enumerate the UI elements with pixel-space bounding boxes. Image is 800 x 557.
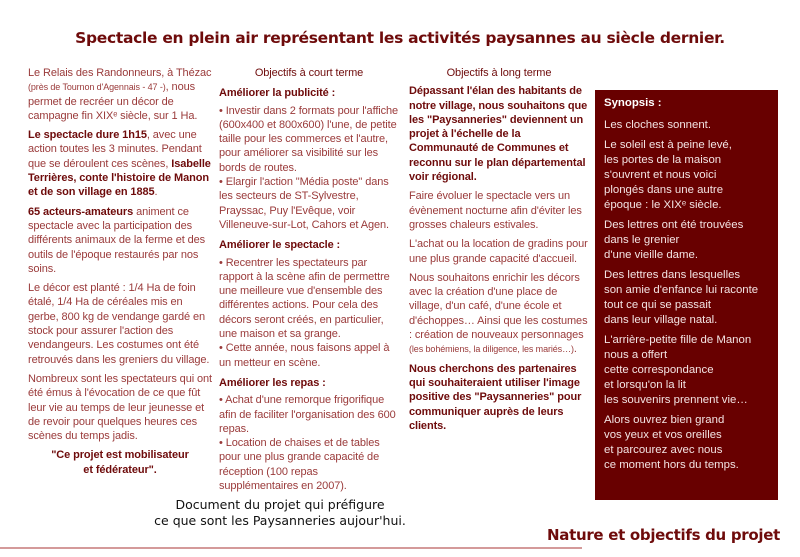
paragraph [409,362,589,433]
caption-line: ce que sont les Paysanneries aujour'hui. [154,513,406,528]
paragraph [409,84,589,184]
synopsis-line: tout ce qui se passait [604,299,712,311]
column-intro [28,66,212,482]
synopsis-line: cette correspondance [604,364,714,376]
bold-text: 65 acteurs-amateurs [28,205,134,218]
synopsis-title: Synopsis : [604,97,662,109]
paragraph [409,271,589,357]
synopsis-line: Le soleil est à peine levé, [604,139,732,151]
section-title: Améliorer le spectacle : [219,239,341,252]
bullet-item: • Elargir l'action "Média poste" dans les secteurs de ST-Sylvestre, Prayssac, Puy l'Evêque, voir Villeneuve-sur-Lot, Cahors et Agen. [219,176,389,231]
synopsis-line: s'ouvrent et nous voici [604,169,717,181]
synopsis-paragraph [604,333,769,408]
text-run: (près de Tournon d'Agennais - 47 -) [28,82,166,93]
bold-text: Le spectacle dure 1h15 [28,129,147,142]
synopsis-line: son amie d'enfance lui raconte [604,284,759,296]
synopsis-line: Des lettres ont été trouvées [604,219,744,231]
bold-text: Dépassant l'élan des habitants de notre village, nous souhaitons que les "Paysanneries" deviennent un projet à l'échelle de la Communauté de Communes et reconnu sur le plan départemental voir régional. [409,85,588,184]
text-run: . [573,343,577,356]
synopsis-paragraph [604,413,769,473]
column-long-term-objectives [409,66,589,438]
text-run: , avec une action toutes les 3 minutes. Pendant que se déroulent ces scènes, [28,129,202,170]
text-run: (les bohémiens, la diligence, les mariés…) [409,344,574,355]
synopsis-paragraph [604,268,769,328]
synopsis-line: dans le grenier [604,234,680,246]
text-run: L'achat ou la location de gradins pour une plus grande capacité d'accueil. [409,238,588,265]
page-title: Spectacle en plein air représentant les activités paysannes au siècle dernier. [75,29,725,47]
paragraph [409,237,589,266]
synopsis-paragraph [604,118,769,133]
synopsis-line: époque : le XIXᵉ siècle. [604,199,722,211]
synopsis-line: Alors ouvrez bien grand [604,414,725,426]
short-term-heading: Objectifs à court terme [254,67,364,79]
text-run: animent ce spectacle avec la participation des différents animaux de la ferme et des outils de l'époque restaurés par nos soins. [28,205,206,275]
synopsis-paragraph [604,138,769,213]
footer-title: Nature et objectifs du projet [547,526,780,544]
synopsis-line: ce moment hors du temps. [604,459,739,471]
paragraph [28,372,212,443]
synopsis-line: nous a offert [604,349,668,361]
synopsis-line: et parcourez avec nous [604,444,723,456]
synopsis-box [595,90,778,500]
caption-line: Document du projet qui préfigure [175,497,385,512]
paragraph [28,281,212,367]
bullet-item: • Recentrer les spectateurs par rapport à la scène afin de permettre une meilleure vue d'ensemble des différentes actions. Pour cela des décors seront créés, en particulier, une maison et sa grange. [219,256,390,341]
synopsis-paragraph [604,218,769,263]
text-run: Faire évoluer le spectacle vers un évènement nocturne afin d'éviter les grosses chaleurs estivales. [409,190,582,231]
quote: "Ce projet est mobilisateur et fédérateur". [51,449,189,476]
bold-text: Isabelle Terrières, conte l'histoire de Manon et de son village en 1885 [28,157,211,199]
column-short-term-objectives [219,66,399,493]
bold-text: Nous cherchons des partenaires qui souhaiteraient utiliser l'image positive des "Paysanneries" pour communiquer auprès de leurs clients. [409,362,582,432]
synopsis-line: dans leur village natal. [604,314,718,326]
text-run: , nous permet de recréer un décor de campagne fin XIXᵉ siècle, sur 1 Ha. [28,81,198,122]
synopsis-line: vos yeux et vos oreilles [604,429,722,441]
synopsis-line: L'arrière-petite fille de Manon [604,334,752,346]
long-term-heading: Objectifs à long terme [446,67,552,79]
bullet-item: • Cette année, nous faisons appel à un metteur en scène. [219,342,390,369]
section-title: Améliorer les repas : [219,376,326,389]
synopsis-line: Les cloches sonnent. [604,119,712,131]
text-run: Nombreux sont les spectateurs qui ont été émus à l'évocation de ce que fût leur vie au temps de leur jeunesse et de revoir pour quelques heures ces scènes du temps jadis. [28,372,213,443]
paragraph [409,189,589,232]
synopsis-line: Des lettres dans lesquelles [604,269,741,281]
text-run: Le Relais des Randonneurs, à Thézac [28,67,212,79]
bullet-item: • Location de chaises et de tables pour une plus grande capacité de réception (100 repas supplémentaires en 2007). [219,437,380,493]
bullet-item: • Investir dans 2 formats pour l'affiche (600x400 et 800x600) l'une, de petite taille pour les commerces et l'autre, pour améliorer sa visibilité sur les bords de routes. [219,104,399,174]
synopsis-line: les souvenirs prennent vie… [604,394,748,406]
synopsis-line: et lorsqu'on la lit [604,379,686,391]
paragraph [28,66,212,123]
synopsis-line: plongés dans une autre [604,184,724,196]
bullet-item: • Achat d'une remorque frigorifique afin de faciliter l'organisation des 600 repas. [219,394,396,435]
text-run: Le décor est planté : 1/4 Ha de foin étalé, 1/4 Ha de céréales mis en gerbe, 800 kg de vendange gardé en stock pour assurer l'action des vendangeurs. Les costumes ont été retrouvés dans les greniers du village. [28,282,210,366]
section-title: Améliorer la publicité : [219,87,336,100]
synopsis-line: les portes de la maison [604,154,722,166]
caption [120,497,440,529]
text-run: . [154,186,158,199]
synopsis-line: d'une vieille dame. [604,249,698,261]
paragraph [28,205,212,276]
text-run: Nous souhaitons enrichir les décors avec la création d'une place de village, d'un café, d'une école et d'échoppes… Ainsi que les costumes : création de nouveaux personnages [409,271,588,342]
paragraph [28,128,212,199]
footer-divider [0,547,582,549]
